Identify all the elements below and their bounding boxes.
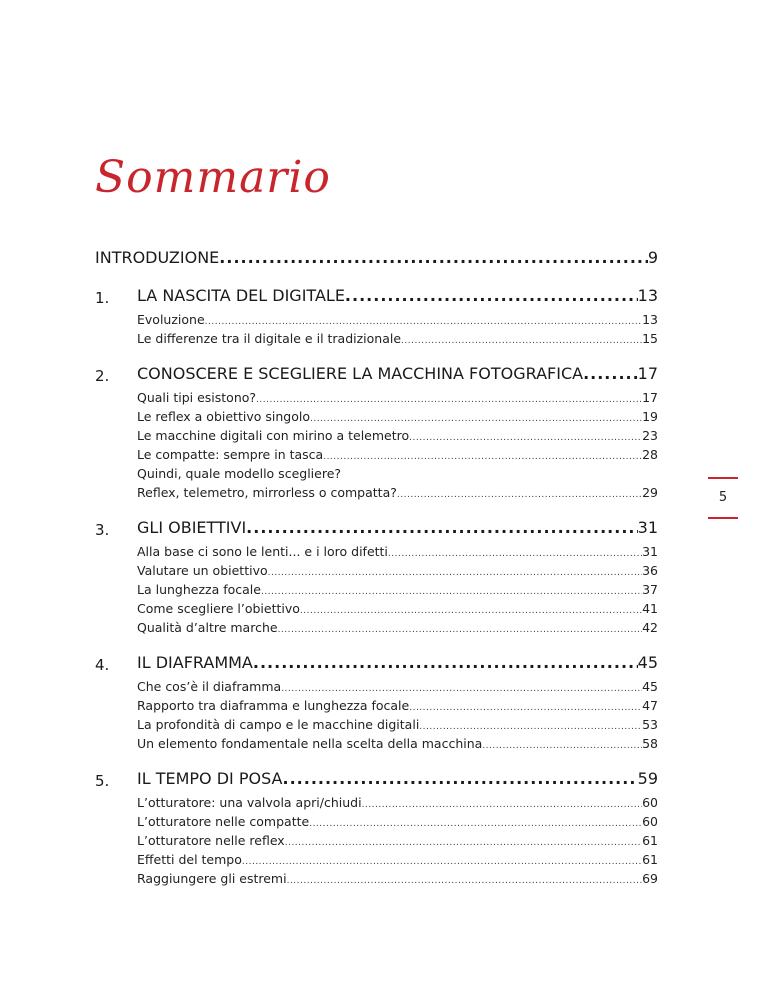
entry-label: L’otturatore nelle reflex bbox=[137, 833, 285, 848]
chapter-page: 59 bbox=[637, 769, 658, 788]
leader-dots bbox=[242, 857, 642, 867]
entry-page: 61 bbox=[642, 852, 658, 867]
toc-entry[interactable] bbox=[137, 390, 658, 409]
leader-dots bbox=[268, 568, 642, 578]
entry-label: Evoluzione bbox=[137, 312, 205, 327]
entry-label: L’otturatore: una valvola apri/chiudi bbox=[137, 795, 362, 810]
toc-entry[interactable] bbox=[137, 795, 658, 814]
leader-dots bbox=[397, 490, 642, 500]
toc-entry[interactable] bbox=[137, 544, 658, 563]
toc-entry[interactable] bbox=[137, 698, 658, 717]
entry-label: Le reflex a obiettivo singolo bbox=[137, 409, 310, 424]
leader-dots bbox=[256, 395, 642, 405]
chapter-title-row[interactable] bbox=[137, 769, 658, 793]
entry-label: Quindi, quale modello scegliere? bbox=[137, 466, 342, 481]
chapter-page: 45 bbox=[637, 653, 658, 672]
toc-entry[interactable] bbox=[137, 563, 658, 582]
chapter-title-row[interactable] bbox=[137, 364, 658, 388]
toc-entry[interactable] bbox=[137, 428, 658, 447]
entry-page: 23 bbox=[642, 428, 658, 443]
toc-entry[interactable] bbox=[137, 447, 658, 466]
leader-dots bbox=[287, 876, 643, 886]
chapter-title: GLI OBIETTIVI bbox=[137, 518, 247, 537]
entry-page: 17 bbox=[642, 390, 658, 405]
marker-rule-top bbox=[708, 477, 738, 479]
leader-dots bbox=[261, 587, 642, 597]
entry-page: 28 bbox=[642, 447, 658, 462]
toc-chapter bbox=[95, 653, 658, 755]
leader-dots bbox=[362, 800, 643, 810]
toc-entry[interactable] bbox=[137, 601, 658, 620]
toc-entry[interactable] bbox=[137, 409, 658, 428]
chapter-title: LA NASCITA DEL DIGITALE bbox=[137, 286, 345, 305]
toc-entry-continued[interactable] bbox=[137, 466, 658, 485]
entry-label: Come scegliere l’obiettivo bbox=[137, 601, 300, 616]
entry-label: La lunghezza focale bbox=[137, 582, 261, 597]
chapter-title: IL DIAFRAMMA bbox=[137, 653, 253, 672]
toc-chapter bbox=[95, 364, 658, 504]
chapter-title: CONOSCERE E SCEGLIERE LA MACCHINA FOTOGRAFICA bbox=[137, 364, 584, 383]
entry-label: Le differenze tra il digitale e il tradizionale bbox=[137, 331, 402, 346]
entry-page: 31 bbox=[642, 544, 658, 559]
entry-page: 60 bbox=[642, 814, 658, 829]
entry-label: Le macchine digitali con mirino a telemetro bbox=[137, 428, 410, 443]
entry-page: 37 bbox=[642, 582, 658, 597]
entry-page: 13 bbox=[642, 312, 658, 327]
intro-label: INTRODUZIONE bbox=[95, 248, 220, 267]
entry-page: 42 bbox=[642, 620, 658, 635]
leader-dots bbox=[205, 317, 642, 327]
chapter-title-row[interactable] bbox=[137, 518, 658, 542]
leader-dots bbox=[246, 518, 637, 537]
leader-dots bbox=[300, 606, 642, 616]
leader-dots bbox=[253, 653, 638, 672]
chapter-number: 5. bbox=[95, 772, 110, 790]
entry-label: La profondità di campo e le macchine digitali bbox=[137, 717, 420, 732]
toc-entry[interactable] bbox=[137, 717, 658, 736]
leader-dots bbox=[281, 684, 642, 694]
entry-label: Alla base ci sono le lenti... e i loro difetti bbox=[137, 544, 388, 559]
toc-entry[interactable] bbox=[137, 679, 658, 698]
toc-entry[interactable] bbox=[137, 312, 658, 331]
table-of-contents bbox=[95, 248, 658, 904]
page-number: 5 bbox=[718, 490, 728, 505]
leader-dots bbox=[285, 838, 642, 848]
entry-page: 41 bbox=[642, 601, 658, 616]
entry-label: L’otturatore nelle compatte bbox=[137, 814, 310, 829]
chapter-number: 4. bbox=[95, 656, 110, 674]
entry-page: 47 bbox=[642, 698, 658, 713]
chapter-page: 31 bbox=[637, 518, 658, 537]
entry-label: Raggiungere gli estremi bbox=[137, 871, 287, 886]
entry-label: Qualità d’altre marche bbox=[137, 620, 278, 635]
leader-dots bbox=[310, 414, 642, 424]
leader-dots bbox=[419, 722, 642, 732]
entry-page: 19 bbox=[642, 409, 658, 424]
leader-dots bbox=[219, 248, 648, 267]
entry-page: 60 bbox=[642, 795, 658, 810]
leader-dots bbox=[323, 452, 642, 462]
chapter-number: 3. bbox=[95, 521, 110, 539]
toc-entry[interactable] bbox=[137, 582, 658, 601]
entry-page: 69 bbox=[642, 871, 658, 886]
toc-entry[interactable] bbox=[137, 871, 658, 890]
entry-label: Valutare un obiettivo bbox=[137, 563, 268, 578]
toc-entry[interactable] bbox=[137, 814, 658, 833]
toc-chapter bbox=[95, 769, 658, 890]
leader-dots bbox=[583, 364, 638, 383]
chapter-number: 1. bbox=[95, 289, 110, 307]
toc-chapter bbox=[95, 518, 658, 639]
chapter-title: IL TEMPO DI POSA bbox=[137, 769, 283, 788]
chapter-page: 13 bbox=[637, 286, 658, 305]
leader-dots bbox=[309, 819, 642, 829]
leader-dots bbox=[409, 703, 642, 713]
entry-page: 58 bbox=[642, 736, 658, 751]
toc-intro[interactable] bbox=[95, 248, 658, 278]
toc-entry[interactable] bbox=[137, 331, 658, 350]
entry-label: Che cos’è il diaframma bbox=[137, 679, 282, 694]
entry-page: 53 bbox=[642, 717, 658, 732]
page-title: Sommario bbox=[95, 152, 331, 203]
marker-rule-bottom bbox=[708, 517, 738, 519]
entry-page: 15 bbox=[642, 331, 658, 346]
toc-chapter bbox=[95, 286, 658, 350]
chapter-page: 17 bbox=[637, 364, 658, 383]
toc-entry[interactable] bbox=[137, 736, 658, 755]
entry-label: Rapporto tra diaframma e lunghezza focale bbox=[137, 698, 410, 713]
entry-page: 61 bbox=[642, 833, 658, 848]
intro-page: 9 bbox=[647, 248, 658, 267]
toc-entry[interactable] bbox=[137, 852, 658, 871]
entry-label: Reflex, telemetro, mirrorless o compatta? bbox=[137, 485, 397, 500]
entry-page: 29 bbox=[642, 485, 658, 500]
leader-dots bbox=[278, 625, 643, 635]
entry-label: Effetti del tempo bbox=[137, 852, 242, 867]
toc-entry[interactable] bbox=[137, 485, 658, 504]
chapter-title-row[interactable] bbox=[137, 653, 658, 677]
leader-dots bbox=[345, 286, 638, 305]
chapter-number: 2. bbox=[95, 367, 110, 385]
leader-dots bbox=[388, 549, 642, 559]
page-number-marker bbox=[708, 477, 738, 519]
entry-page: 45 bbox=[642, 679, 658, 694]
leader-dots bbox=[409, 433, 642, 443]
chapter-title-row[interactable] bbox=[137, 286, 658, 310]
leader-dots bbox=[401, 336, 642, 346]
entry-page: 36 bbox=[642, 563, 658, 578]
entry-label: Un elemento fondamentale nella scelta della macchina bbox=[137, 736, 483, 751]
toc-entry[interactable] bbox=[137, 620, 658, 639]
entry-label: Quali tipi esistono? bbox=[137, 390, 257, 405]
leader-dots bbox=[482, 741, 642, 751]
toc-entry[interactable] bbox=[137, 833, 658, 852]
leader-dots bbox=[283, 769, 638, 788]
entry-label: Le compatte: sempre in tasca bbox=[137, 447, 324, 462]
